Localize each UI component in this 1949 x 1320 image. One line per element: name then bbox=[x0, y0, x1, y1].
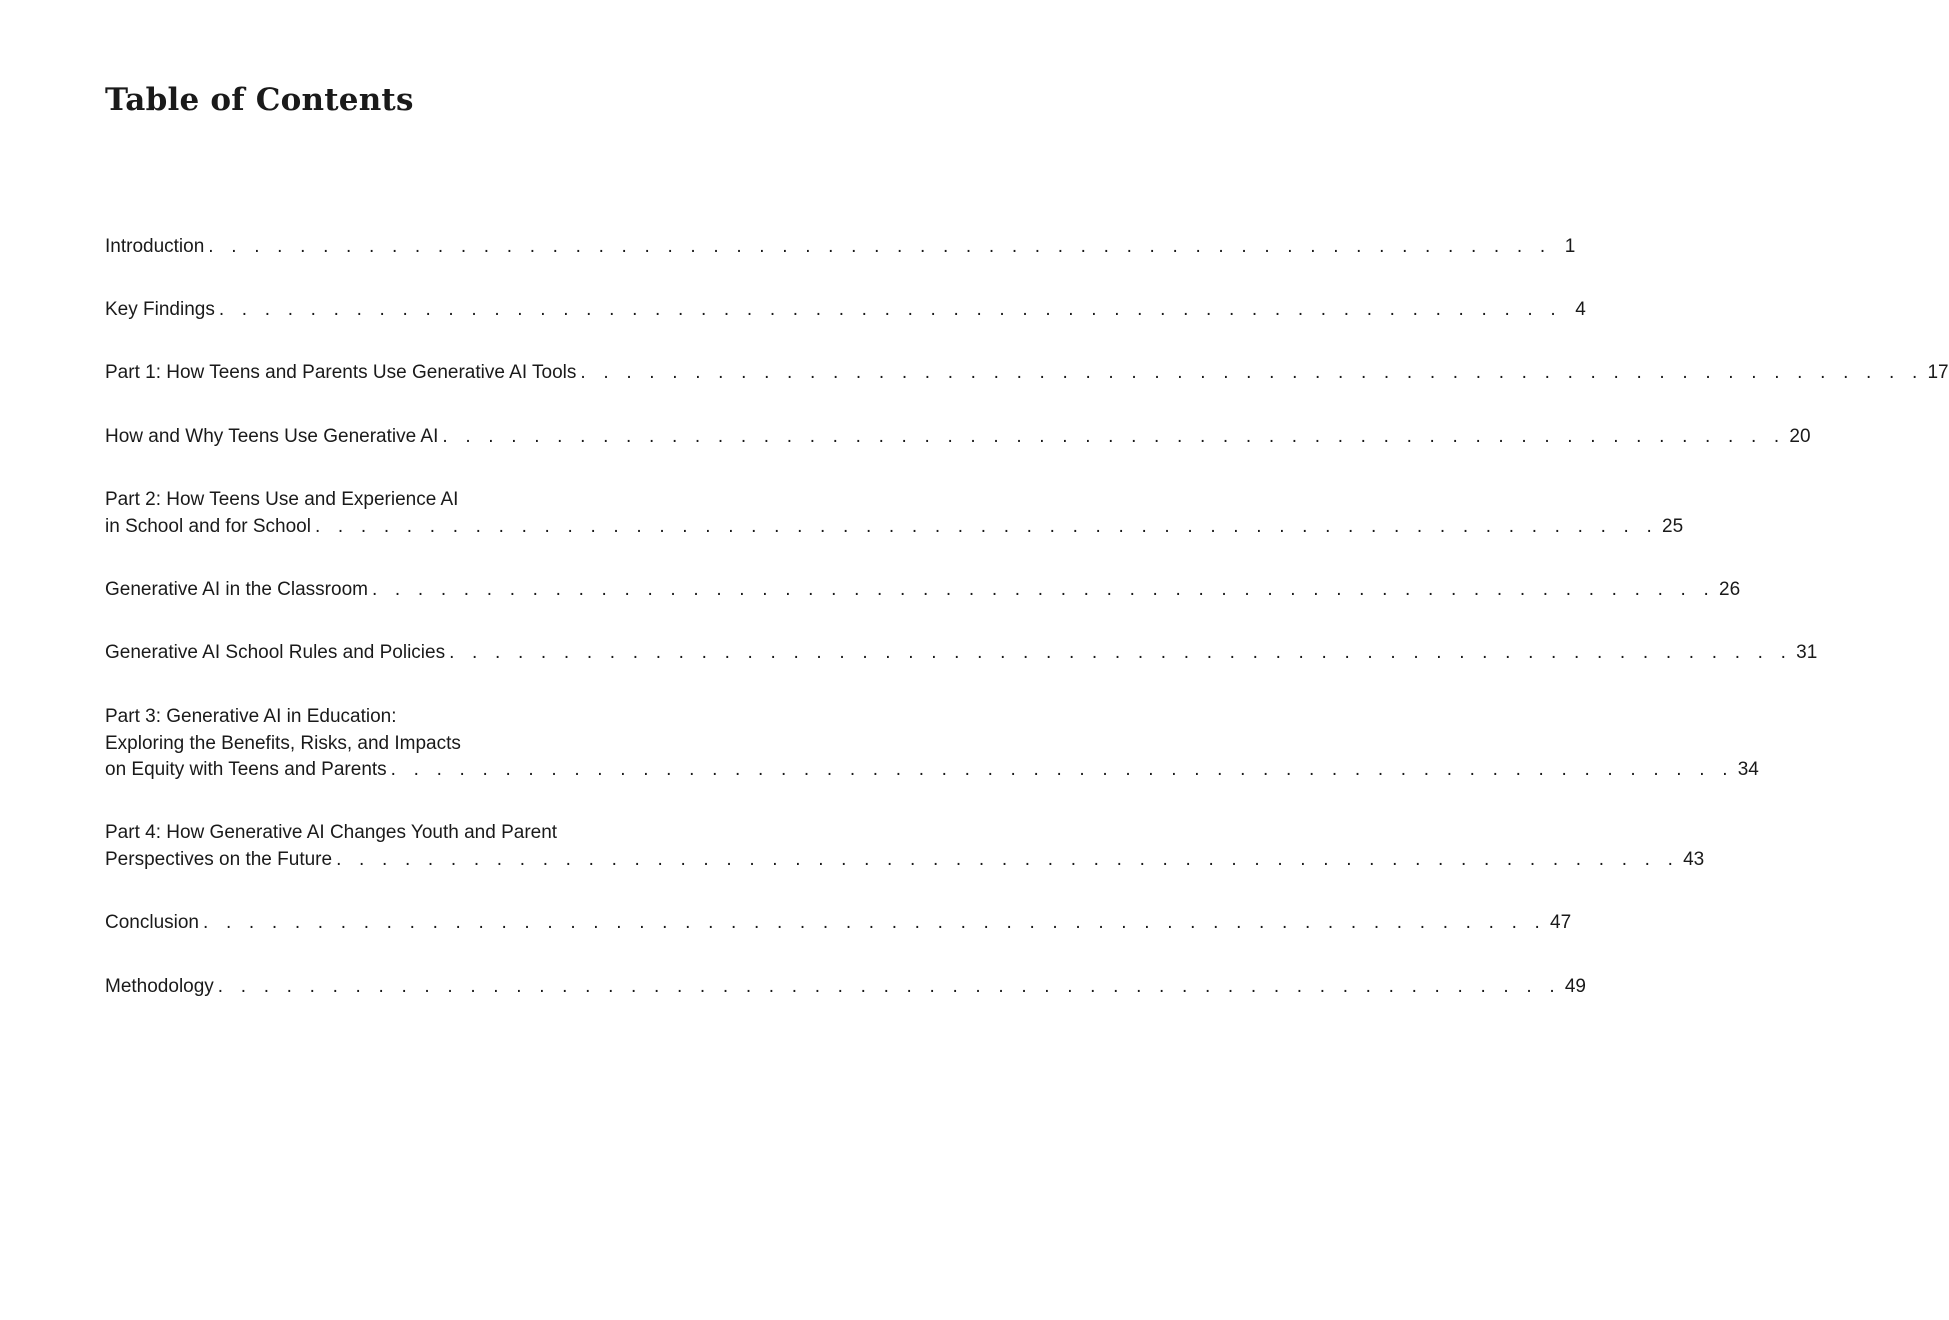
toc-entry-conclusion[interactable] bbox=[105, 910, 1572, 937]
toc-entry-title: Generative AI in the Classroom bbox=[105, 579, 368, 600]
dot-leader: . . . . . . . . . . . . . . . . . . . . . . . . . . . . . . . . . . . . . . . . . . . . . . . . . . . . . . . . . . . bbox=[218, 299, 1562, 320]
toc-entry-title: Methodology bbox=[105, 976, 214, 997]
toc-entry-title: Part 3: Generative AI in Education: bbox=[105, 706, 397, 727]
toc-entry-title: Introduction bbox=[105, 236, 205, 257]
toc-entry-part-4[interactable] bbox=[105, 820, 1705, 873]
toc-entry-title: Part 4: How Generative AI Changes Youth and Parent bbox=[105, 822, 558, 843]
toc-page-number: 31 bbox=[1796, 642, 1818, 663]
dot-leader: . . . . . . . . . . . . . . . . . . . . . . . . . . . . . . . . . . . . . . . . . . . . . . . . . . . . . . . . . . . bbox=[336, 848, 1680, 870]
toc-list bbox=[105, 0, 1949, 1320]
toc-entry-key-findings[interactable] bbox=[105, 297, 1586, 324]
toc-page-number: 34 bbox=[1737, 759, 1759, 780]
dot-leader: . . . . . . . . . . . . . . . . . . . . . . . . . . . . . . . . . . . . . . . . . . . . . . . . . . . . . . . . . . . bbox=[371, 579, 1715, 600]
toc-page-number: 17 bbox=[1927, 362, 1949, 383]
toc-page-number: 43 bbox=[1683, 848, 1705, 870]
toc-entry-introduction[interactable] bbox=[105, 234, 1576, 261]
dot-leader: . . . . . . . . . . . . . . . . . . . . . . . . . . . . . . . . . . . . . . . . . . . . . . . . . . . . . . . . . . . bbox=[217, 976, 1561, 997]
toc-page-number: 20 bbox=[1789, 426, 1811, 447]
toc-entry-title: How and Why Teens Use Generative AI bbox=[105, 426, 439, 447]
dot-leader: . . . . . . . . . . . . . . . . . . . . . . . . . . . . . . . . . . . . . . . . . . . . . . . . . . . . . . . . . . . bbox=[208, 236, 1552, 257]
toc-entry-title: Generative AI School Rules and Policies bbox=[105, 642, 446, 663]
page-title: Table of Contents bbox=[105, 82, 414, 118]
toc-entry-title: on Equity with Teens and Parents bbox=[105, 759, 387, 780]
toc-entry-title: Conclusion bbox=[105, 912, 199, 933]
dot-leader: . . . . . . . . . . . . . . . . . . . . . . . . . . . . . . . . . . . . . . . . . . . . . . . . . . . . . . . . . . . bbox=[580, 362, 1924, 383]
toc-entry-classroom[interactable] bbox=[105, 577, 1741, 604]
toc-page-number: 47 bbox=[1550, 912, 1572, 933]
toc-page-number: 25 bbox=[1662, 515, 1684, 537]
toc-page-number: 49 bbox=[1564, 976, 1586, 997]
toc-entry-title: Key Findings bbox=[105, 299, 215, 320]
dot-leader: . . . . . . . . . . . . . . . . . . . . . . . . . . . . . . . . . . . . . . . . . . . . . . . . . . . . . . . . . . . bbox=[390, 759, 1734, 780]
dot-leader: . . . . . . . . . . . . . . . . . . . . . . . . . . . . . . . . . . . . . . . . . . . . . . . . . . . . . . . . . . . bbox=[449, 642, 1793, 663]
toc-entry-title: Part 2: How Teens Use and Experience AI bbox=[105, 489, 459, 510]
toc-entry-title: Perspectives on the Future bbox=[105, 848, 333, 870]
toc-entry-title: in School and for School bbox=[105, 515, 311, 537]
toc-entry-title: Exploring the Benefits, Risks, and Impacts bbox=[105, 732, 461, 754]
toc-entry-how-and-why[interactable] bbox=[105, 424, 1811, 451]
dot-leader: . . . . . . . . . . . . . . . . . . . . . . . . . . . . . . . . . . . . . . . . . . . . . . . . . . . . . . . . . . . bbox=[314, 515, 1658, 537]
toc-entry-part-1[interactable] bbox=[105, 360, 1949, 387]
dot-leader: . . . . . . . . . . . . . . . . . . . . . . . . . . . . . . . . . . . . . . . . . . . . . . . . . . . . . . . . . . . bbox=[203, 912, 1547, 933]
dot-leader: . . . . . . . . . . . . . . . . . . . . . . . . . . . . . . . . . . . . . . . . . . . . . . . . . . . . . . . . . . . bbox=[442, 426, 1786, 447]
toc-page-number: 1 bbox=[1564, 236, 1576, 257]
toc-entry-methodology[interactable] bbox=[105, 974, 1586, 1001]
toc-entry-part-2[interactable] bbox=[105, 487, 1684, 540]
toc-page-number: 26 bbox=[1719, 579, 1741, 600]
toc-entry-school-rules[interactable] bbox=[105, 640, 1818, 667]
toc-entry-title: Part 1: How Teens and Parents Use Generative AI Tools bbox=[105, 362, 577, 383]
toc-entry-part-3[interactable] bbox=[105, 704, 1759, 784]
toc-page-number: 4 bbox=[1575, 299, 1586, 320]
